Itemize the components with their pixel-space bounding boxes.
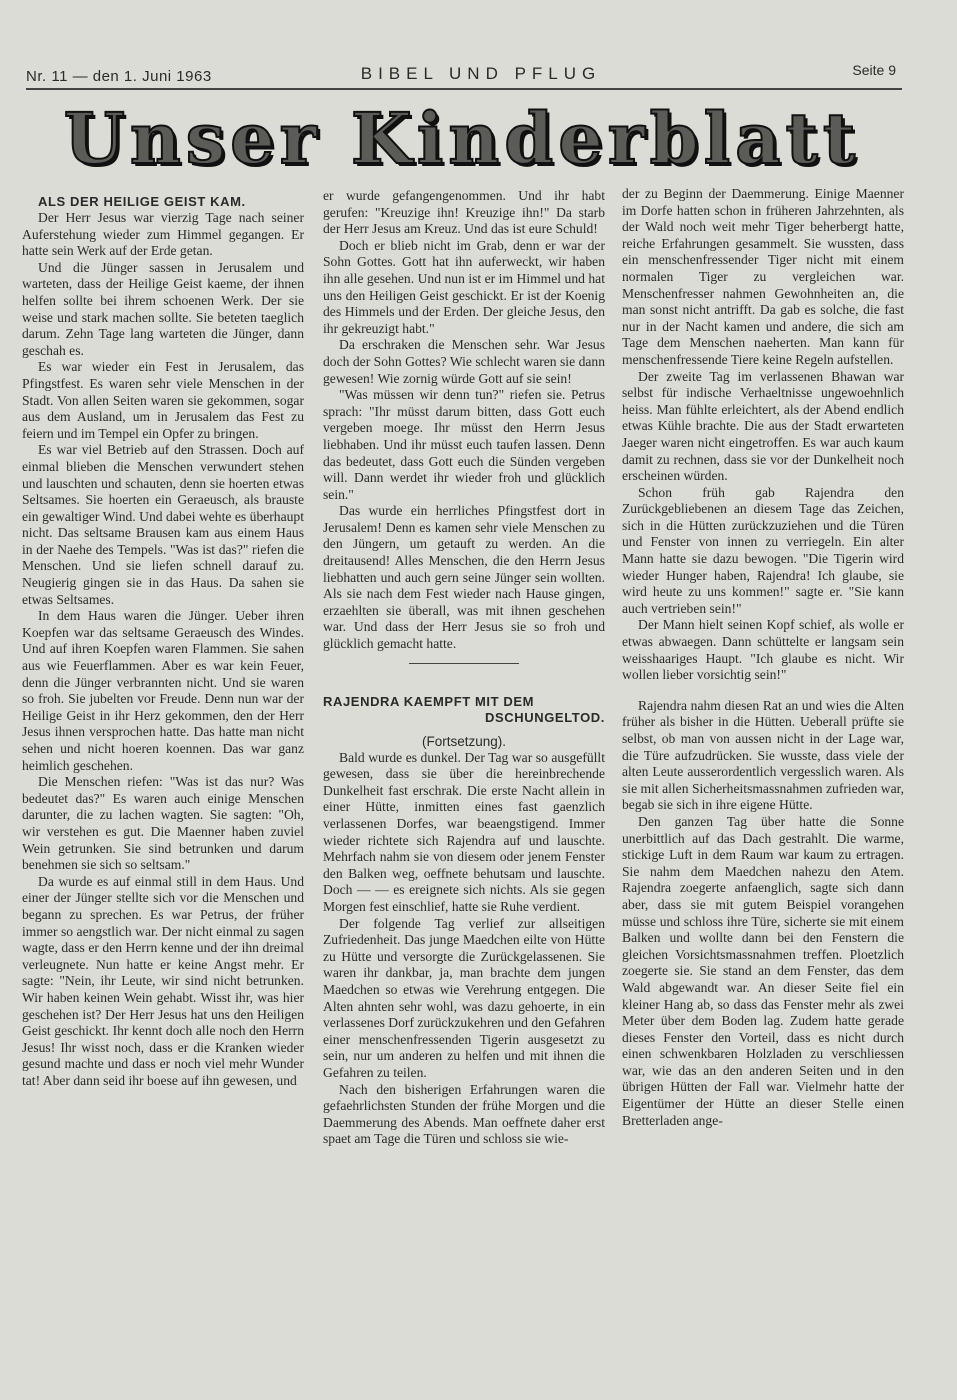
- paragraph: Die Menschen riefen: "Was ist das nur? Was bedeutet das?" Es waren auch einige Menschen darunter, die zu lachen wagten. Sie sagten: "Oh, wir verstehen es gut. Die Maenner haben zuviel Wein getrunken. Sie sind betrunken und darum benehmen sie sich so seltsam.": [22, 774, 304, 873]
- article-title-line: RAJENDRA KAEMPFT MIT DEM: [323, 693, 535, 709]
- paragraph: Der folgende Tag verlief zur allseitigen Zufriedenheit. Das junge Maedchen eilte von Hütte zu Hütte und versorgte die Zurückgelassenen. Sie waren ihr dankbar, ja, man brachte dem jungen Maedchen so etwas wie Verehrung entgegen. Die Alten ahnten sehr wohl, was dazu gehoerte, in ein verlassenes Dorf zurückzukehren und den Gefahren einer menschenfressenden Tigerin ausgesetzt zu sein, nur um anderen zu helfen und mit ihnen die Gefahren zu teilen.: [323, 915, 605, 1080]
- article-title-line: DSCHUNGELTOD.: [485, 709, 605, 725]
- issue-date: Nr. 11 — den 1. Juni 1963: [26, 68, 212, 85]
- paragraph: Und die Jünger sassen in Jerusalem und warteten, dass der Heilige Geist kaeme, der ihnen helfen sollte bei ihrem schoenen Werk. Der sie weise und stark machen sollte. Sie beteten taeglich darum. Zehn Tage lang warteten die Jünger, dann geschah es.: [22, 259, 304, 358]
- publication-name: BIBEL UND PFLUG: [360, 64, 602, 83]
- paragraph: "Was müssen wir denn tun?" riefen sie. Petrus sprach: "Ihr müsst darum bitten, dass Gott euch vergeben moege. Ihr müsst den Herrn Jesus liebhaben. Und ihr müsst euch taufen lassen. Denn das bedeutet, dass Gott euch die Sünden vergeben will. Dann werdet ihr wieder froh und glücklich sein.": [323, 387, 605, 502]
- article-title: ALS DER HEILIGE GEIST KAM.: [38, 194, 246, 209]
- paragraph: In dem Haus waren die Jünger. Ueber ihren Koepfen war das seltsame Geraeusch des Windes. Und auf ihren Koepfen waren Flammen. Sie sahen aus wie Feuerflammen. Aber es war kein Feuer, denn die Jünger verbrannten nicht. Und sie waren so froh. Sie jubelten vor Freude. Denn nun war der Heilige Geist in ihr Herz gekommen, den der Herr Jesus ihnen versprochen hatte. Das hatte man nicht sehen und nicht hoeren koennen. Das war ganz heimlich geschehen.: [22, 608, 304, 773]
- paragraph: Der Mann hielt seinen Kopf schief, als wolle er etwas abwaegen. Dann schüttelte er langsam sein weisshaariges Haupt. "Ich glaube es nicht. Wir wollen lieber vorsichtig sein!": [622, 617, 904, 683]
- paragraph: Schon früh gab Rajendra den Zurückgebliebenen an diesem Tage das Zeichen, sich in die Hütten zurückzuziehen und die Türen und Fenster von innen zu verriegeln. Ein alter Mann hatte sie dazu bewogen. "Die Tigerin wird wieder Hunger haben, Rajendra! Ich glaube, sie wird heute zu uns kommen!" sagte er. "Sie kann auch vertrieben sein!": [622, 484, 904, 616]
- paragraph: der zu Beginn der Daemmerung. Einige Maenner im Dorfe hatten schon in früheren Jahrzehnten, als der Wald noch weit mehr Tiger beherbergt hatte, reiche Erfahrungen gesammelt. Sie wussten, dass ein menschenfressender Tiger nicht mit einem normalen Tiger zu vergleichen war. Menschenfresser nahmen Gewohnheiten an, die man sonst nicht antrifft. Da gab es solche, die fast nur in der Nacht kamen und andere, die sich am Tage dem Menschen naeherten. Man kann für menschenfressende Tiere keine Regeln aufstellen.: [622, 186, 904, 367]
- article-subtitle: (Fortsetzung).: [421, 733, 507, 749]
- column-1: [22, 194, 304, 1089]
- paragraph: Es war viel Betrieb auf den Strassen. Doch auf einmal blieben die Menschen verwundert stehen und lauschten und schauten, denn sie hoerten etwas Seltsames. Sie hoerten ein Geraeusch, als brauste ein gewaltiger Wind. Und dabei wehte es überhaupt nicht. Das seltsame Brausen kam aus einem Haus in der Naehe des Tempels. "Was ist das?" riefen die Menschen. Und sie liefen schnell darauf zu. Neugierig gingen sie in das Haus. Da sahen sie etwas Seltsames.: [22, 442, 304, 607]
- page-number: Seite 9: [852, 62, 896, 78]
- article-title: [323, 694, 605, 726]
- paragraph: Bald wurde es dunkel. Der Tag war so ausgefüllt gewesen, dass sie über die hereinbrechende Dunkelheit fast erschrak. Die erste Nacht allein in einer Hütte, inmitten eines fast gaenzlich verlassenen Dorfes, war beaengstigend. Immer wieder richtete sich Rajendra auf und lauschte. Mehrfach nahm sie von diesem oder jenem Fenster den Balken weg, oeffnete behutsam und lauschte. Doch — — es ereignete sich nichts. Als sie gegen Morgen fest einschlief, hatte sie Ruhe verdient.: [323, 749, 605, 914]
- paragraph: Da erschraken die Menschen sehr. War Jesus doch der Sohn Gottes? Wie schlecht waren sie dann gewesen! Wie zornig würde Gott auf sie sein!: [323, 337, 605, 386]
- paragraph: er wurde gefangengenommen. Und ihr habt gerufen: "Kreuzige ihn! Kreuzige ihn!" Da starb der Herr Jesus am Kreuz. Und das ist eure Schuld!: [323, 188, 605, 237]
- paragraph: Es war wieder ein Fest in Jerusalem, das Pfingstfest. Es waren sehr viele Menschen in der Stadt. Von allen Seiten waren sie gekommen, sogar aus dem Ausland, um in Jerusalem das Fest zu feiern und im Tempel ein Opfer zu bringen.: [22, 359, 304, 441]
- masthead-title: Unser Kinderblatt: [63, 97, 861, 180]
- paragraph: Das wurde ein herrliches Pfingstfest dort in Jerusalem! Denn es kamen sehr viele Menschen zu den Jüngern, um getauft zu werden. An die dreitausend! Alles Menschen, die den Herrn Jesus liebhatten und auch gern seine Jünger sein wollten. Als sie nach dem Fest wieder nach Hause gingen, erzaehlten sie überall, was mit ihnen geschehen war. Und dass der Herr Jesus sie so froh und glücklich gemacht hatte.: [323, 503, 605, 652]
- column-2: [323, 188, 605, 1148]
- paragraph: Der zweite Tag im verlassenen Bhawan war selbst für indische Verhaeltnisse ungewoehnlich heiss. Man fühlte erleichtert, als der Abend endlich etwas Kühle brachte. Die aus der Stadt erwarteten Jaeger waren nicht eingetroffen. Es war auch kaum damit zu rechnen, dass sie vor der Dunkelheit noch erscheinen würden.: [622, 368, 904, 484]
- paragraph: Der Herr Jesus war vierzig Tage nach seiner Auferstehung wieder zum Himmel gegangen. Er hatte sein Werk auf der Erde getan.: [22, 210, 304, 259]
- page-header: [26, 62, 902, 90]
- paragraph: Da wurde es auf einmal still in dem Haus. Und einer der Jünger stellte sich vor die Menschen und begann zu sprechen. Es war Petrus, der früher immer so aengstlich war. Der nicht einmal zu sagen wagte, dass er den Herrn kenne und der ihn dreimal verleugnete. Nun hatte er keine Angst mehr. Er sagte: "Nein, ihr Leute, wir sind nicht betrunken. Wir haben keinen Wein gehabt. Wisst ihr, was hier geschehen ist? Der Herr Jesus hat uns den Heiligen Geist geschickt. Ihr kennt doch alle noch den Herrn Jesus! Ihr wisst noch, dass er die Kranken wieder gesund machte und dass er noch viel mehr Wunder tat! Aber dann seid ihr boese auf ihn gewesen, und: [22, 873, 304, 1088]
- paragraph: Doch er blieb nicht im Grab, denn er war der Sohn Gottes. Gott hat ihn auferweckt, wir haben ihn alle gesehen. Und nun ist er im Himmel und hat uns den Heiligen Geist geschickt. Er ist der Koenig des Himmels und der Erden. Der gleiche Jesus, den ihr gekreuzigt habt.": [323, 237, 605, 336]
- paragraph: Rajendra nahm diesen Rat an und wies die Alten früher als bisher in die Hütten. Ueberall prüfte sie selbst, ob man von aussen nicht in der Lage war, die Türe aufzudrücken. Sie wusste, dass viele der alten Leute ausserordentlich vergesslich waren. Als sie mit allen Sicherheitsmassnahmen zufrieden war, begab sie sich in ihre eigene Hütte.: [622, 697, 904, 813]
- section-divider: [409, 663, 519, 664]
- paragraph: Den ganzen Tag über hatte die Sonne unerbittlich auf das Dach gestrahlt. Die warme, stickige Luft in dem Raum war kaum zu ertragen. Sie nahm dem Maedchen nahezu den Atem. Rajendra zoegerte anfaenglich, sagte sich dann aber, dass sie mit gutem Beispiel vorangehen müsse und schloss ihre Türe, sicherte sie mit einem Balken und wollte dann bei den Fenstern die gleichen Vorsichtsmassnahmen treffen. Ploetzlich zoegerte sie. Sie stand an dem Fenster, das dem Wald abgewandt war. An dieser Seite fiel ein kleiner Hang ab, so dass das Fenster mehr als zwei Meter über dem Boden lag. Zudem hatte gerade dieses Fenster den Vorteil, dass es nicht durch einen schwenkbaren Holzladen zu verschliessen war, wie das an den anderen Seiten und in den übrigen Hütten der Fall war. Vielmehr hatte der Eigentümer der Hütte an dieser Stelle einen Bretterladen ange-: [622, 813, 904, 1128]
- column-3: [622, 186, 904, 1129]
- paragraph: Nach den bisherigen Erfahrungen waren die gefaehrlichsten Stunden der frühe Morgen und die Daemmerung des Abends. Man oeffnete daher erst spaet am Tage die Türen und schloss sie wie-: [323, 1081, 605, 1147]
